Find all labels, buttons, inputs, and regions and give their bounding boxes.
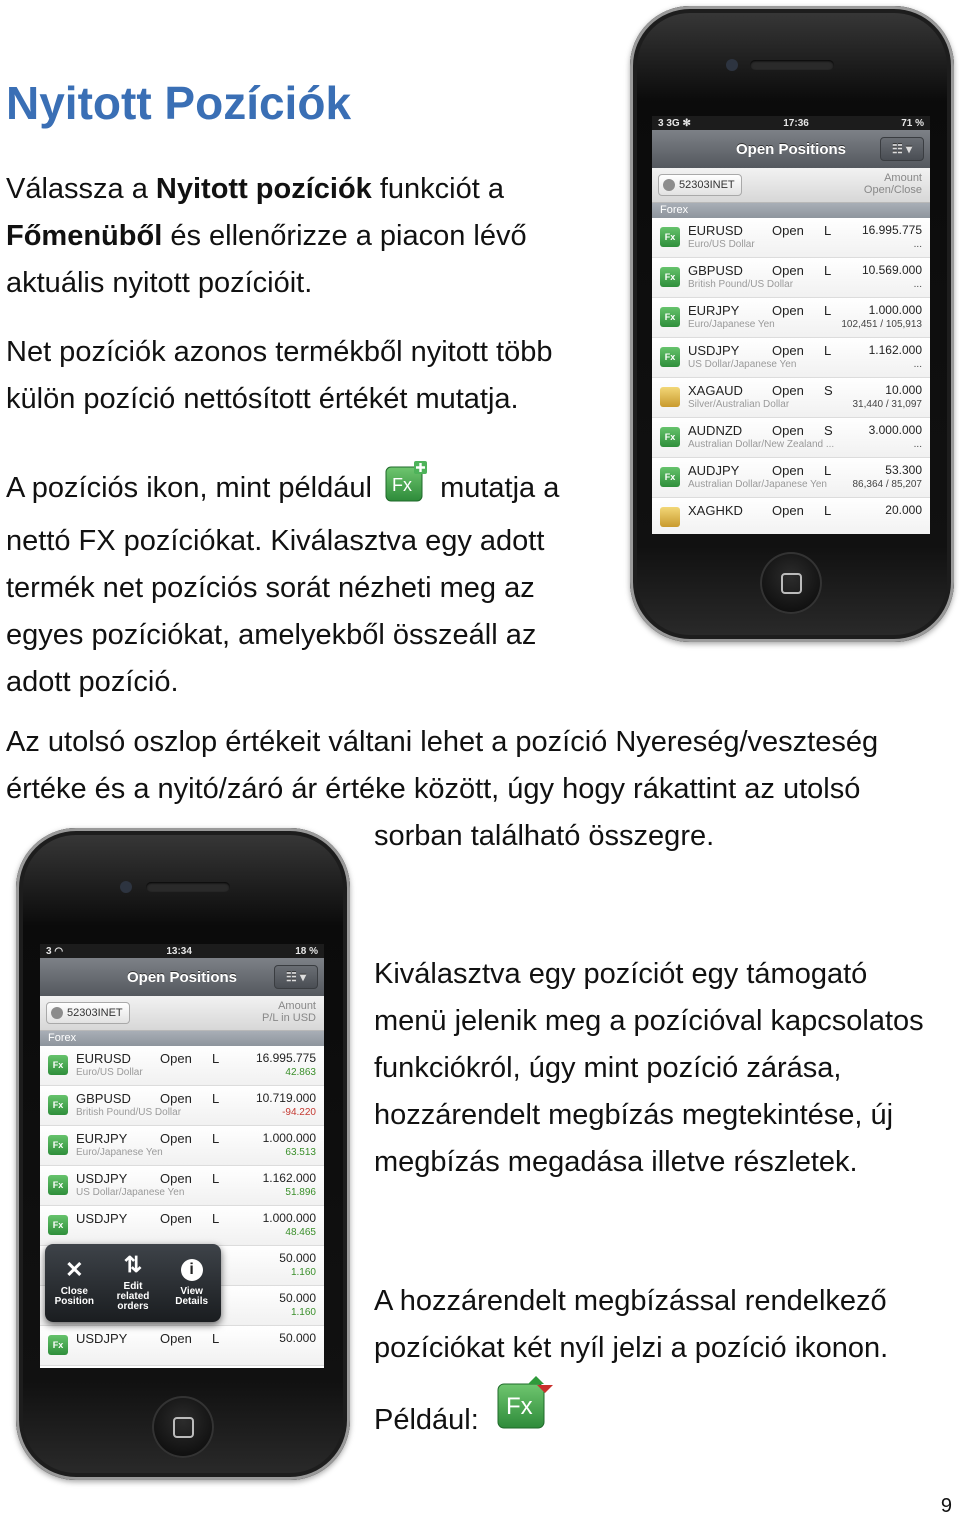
text: menü jelenik meg a pozícióval kapcsolatos [374, 1005, 924, 1037]
signal-strength: 3 [658, 117, 664, 129]
symbol: USDJPY [688, 343, 740, 358]
text: hozzárendelt megbízás megtekintése, új [374, 1099, 894, 1131]
instrument-description: British Pound/US Dollar [688, 279, 794, 290]
account-id: 52303INET [679, 179, 735, 191]
text: termék net pozíciós sorát nézheti meg az [6, 572, 535, 604]
sub-value[interactable]: 31,440 / 31,097 [852, 399, 922, 410]
sub-value[interactable]: -94.220 [282, 1107, 316, 1118]
amount: 1.000.000 [868, 303, 922, 317]
home-button[interactable] [152, 1396, 214, 1458]
fx-position-icon [660, 267, 680, 287]
position-row[interactable] [652, 258, 930, 298]
account-button[interactable] [46, 1002, 130, 1024]
fx-position-icon [48, 1215, 68, 1235]
intro-paragraph [6, 166, 527, 307]
arrows-icon: ⇅ [123, 1252, 143, 1277]
text: funkciót a [371, 173, 504, 205]
side: S [824, 383, 833, 398]
fx-icon-label: Fx [664, 472, 676, 482]
symbol: XAGAUD [688, 383, 743, 398]
fx-related-orders-icon [496, 1374, 556, 1437]
fx-icon-label: Fx [52, 1140, 64, 1150]
page-title: Nyitott Pozíciók [6, 77, 352, 129]
amount: 53.300 [885, 463, 922, 477]
status: Open [772, 423, 804, 438]
instrument-description: Silver/Australian Dollar [688, 399, 790, 410]
side: L [212, 1091, 220, 1106]
amount: 50.000 [279, 1331, 316, 1345]
fx-icon-label: Fx [52, 1180, 64, 1190]
fx-icon-label: Fx [52, 1100, 64, 1110]
amount: 10.719.000 [255, 1091, 316, 1105]
person-icon [51, 1007, 63, 1019]
instrument-description: Australian Dollar/New Zealand ... [688, 439, 835, 450]
sub-value[interactable]: 1.160 [290, 1267, 316, 1278]
account-button[interactable] [658, 174, 742, 196]
side: L [212, 1331, 220, 1346]
text: nettó FX pozíciókat. Kiválasztva egy adott [6, 525, 545, 557]
fx-icon-label: Fx [664, 232, 676, 242]
position-row[interactable] [652, 498, 930, 534]
sub-value[interactable]: ... [913, 279, 922, 290]
fx-position-icon [660, 467, 680, 487]
amount: 16.995.775 [861, 223, 922, 237]
front-camera [726, 59, 738, 71]
battery-level: 71 % [901, 117, 924, 129]
status: Open [772, 223, 804, 238]
position-row[interactable] [652, 298, 930, 338]
text: Az utolsó oszlop értékeit váltani lehet a pozíció Nyereség/veszteség [6, 726, 879, 758]
instrument-description: Australian Dollar/Japanese Yen [688, 479, 827, 490]
status: Open [160, 1211, 192, 1226]
col-header-sub: P/L in USD [261, 1012, 316, 1024]
symbol: EURJPY [76, 1131, 128, 1146]
position-row[interactable] [652, 338, 930, 378]
sub-value[interactable]: 48.465 [285, 1227, 316, 1238]
metal-position-icon [660, 507, 680, 527]
status: Open [772, 263, 804, 278]
fx-position-icon [48, 1335, 68, 1355]
position-row[interactable] [40, 1126, 324, 1166]
instrument-description: Euro/Japanese Yen [76, 1147, 163, 1158]
positions-list [652, 218, 930, 534]
text: értéke és a nyitó/záró ár értéke között, úgy hogy rákattint az utolsó [6, 773, 861, 805]
status: Open [772, 463, 804, 478]
text: A pozíciós ikon, mint például [6, 472, 372, 504]
amount: 20.000 [885, 503, 922, 517]
column-toggle-header[interactable] [262, 1000, 316, 1024]
fx-icon-label: Fx [664, 312, 676, 322]
carrier: 3G [666, 117, 680, 129]
side: L [824, 503, 832, 518]
symbol: AUDJPY [688, 463, 740, 478]
loading-icon: ✻ [682, 117, 691, 129]
action-label: Edit related orders [116, 1281, 150, 1312]
col-header-amount: Amount [884, 172, 922, 184]
fx-icon-label: Fx [664, 272, 676, 282]
amount: 1.162.000 [262, 1171, 316, 1185]
amount: 1.000.000 [262, 1211, 316, 1225]
amount: 50.000 [279, 1251, 316, 1265]
position-row[interactable] [40, 1046, 324, 1086]
example-label: Például: [374, 1404, 479, 1436]
text: egyes pozíciókat, amelyekből összeáll az [6, 619, 537, 651]
status: Open [772, 503, 804, 518]
info-icon: i [181, 1259, 203, 1281]
fx-icon-label: Fx [392, 475, 412, 495]
menu-button[interactable] [274, 965, 318, 989]
instrument-description: Euro/Japanese Yen [688, 319, 775, 330]
bold-term: Főmenüből [6, 220, 163, 252]
text: pozíciókat két nyíl jelzi a pozíció ikonon. [374, 1332, 889, 1364]
text: A hozzárendelt megbízással rendelkező [374, 1285, 887, 1317]
sub-value[interactable]: 51.896 [285, 1187, 316, 1198]
text: aktuális nyitott pozícióit. [6, 267, 313, 299]
fx-icon-label: Fx [52, 1340, 64, 1350]
symbol: USDJPY [76, 1331, 128, 1346]
icon-paragraph [6, 461, 559, 706]
wifi-icon: ◠ [54, 945, 64, 957]
instrument-description: Euro/US Dollar [688, 239, 755, 250]
fx-icon-label: Fx [52, 1220, 64, 1230]
action-label: View Details [175, 1286, 209, 1307]
related-orders-paragraph [374, 1278, 888, 1372]
side: L [212, 1211, 220, 1226]
view-details-action[interactable] [166, 1259, 218, 1307]
position-action-menu [45, 1244, 221, 1322]
grid-icon: ☷ ▾ [285, 970, 307, 984]
position-row[interactable] [40, 1326, 324, 1366]
account-bar [40, 996, 324, 1031]
status-bar [40, 944, 324, 958]
bold-term: Nyitott pozíciók [155, 173, 372, 205]
net-positions-paragraph [6, 329, 552, 423]
fx-position-icon [660, 427, 680, 447]
side: L [824, 223, 832, 238]
symbol: GBPUSD [76, 1091, 131, 1106]
fx-icon-label: Fx [664, 432, 676, 442]
instrument-description: US Dollar/Japanese Yen [76, 1187, 185, 1198]
position-row[interactable] [652, 378, 930, 418]
status: Open [160, 1091, 192, 1106]
position-row[interactable] [652, 218, 930, 258]
text: Válassza a [6, 173, 156, 205]
amount: 1.162.000 [868, 343, 922, 357]
symbol: GBPUSD [688, 263, 743, 278]
menu-button[interactable] [880, 137, 924, 161]
text: mutatja a [440, 472, 560, 504]
fx-position-icon [48, 1095, 68, 1115]
close-position-action[interactable] [48, 1259, 100, 1307]
status-bar [652, 116, 930, 130]
action-label: Close Position [54, 1286, 95, 1307]
grid-icon: ☷ ▾ [891, 142, 913, 156]
status: Open [160, 1051, 192, 1066]
amount: 16.995.775 [255, 1051, 316, 1065]
nav-bar [652, 130, 930, 168]
fx-position-icon [660, 347, 680, 367]
fx-icon-label: Fx [664, 352, 676, 362]
fx-position-icon [660, 227, 680, 247]
fx-position-icon [48, 1175, 68, 1195]
sub-value[interactable]: ... [913, 359, 922, 370]
app-screen [40, 944, 324, 1368]
text: külön pozíció nettósított értékét mutatja. [6, 383, 519, 415]
sub-value[interactable]: 42.863 [285, 1067, 316, 1078]
text: megbízás megadása illetve részletek. [374, 1146, 858, 1178]
instrument-description: US Dollar/Japanese Yen [688, 359, 797, 370]
status: Open [160, 1171, 192, 1186]
text: és ellenőrizze a piacon lévő [162, 220, 527, 252]
clock: 17:36 [783, 117, 809, 129]
symbol: USDJPY [76, 1171, 128, 1186]
side: L [824, 303, 832, 318]
person-icon [663, 179, 675, 191]
side: L [824, 263, 832, 278]
col-header-amount: Amount [278, 1000, 316, 1012]
home-button[interactable] [760, 552, 822, 614]
side: L [212, 1051, 220, 1066]
fx-position-icon [48, 1055, 68, 1075]
side: S [824, 423, 833, 438]
status: Open [772, 303, 804, 318]
text: funkciókról, úgy mint pozíció zárása, [374, 1052, 842, 1084]
fx-icon-label: Fx [52, 1060, 64, 1070]
nav-title: Open Positions [735, 140, 846, 158]
carrier: 3 [46, 945, 52, 957]
fx-position-icon [660, 307, 680, 327]
metal-position-icon [660, 387, 680, 407]
nav-bar [40, 958, 324, 996]
symbol: AUDNZD [688, 423, 743, 438]
position-row[interactable] [40, 1166, 324, 1206]
sub-value[interactable]: ... [913, 239, 922, 250]
support-menu-paragraph [374, 951, 924, 1186]
position-row[interactable] [652, 458, 930, 498]
fx-icon-label: Fx [506, 1393, 533, 1420]
instrument-description: British Pound/US Dollar [76, 1107, 182, 1118]
iphone-frame-top [630, 6, 954, 642]
sub-value[interactable]: 102,451 / 105,913 [841, 319, 922, 330]
sub-value[interactable]: 1.160 [290, 1307, 316, 1318]
close-icon: ✕ [65, 1257, 84, 1282]
text: Net pozíciók azonos termékből nyitott több [6, 336, 553, 368]
symbol: EURJPY [688, 303, 740, 318]
battery-level: 18 % [295, 945, 318, 957]
app-screen [652, 116, 930, 534]
section-header: Forex [40, 1031, 324, 1046]
iphone-frame-bottom [16, 828, 350, 1480]
status: Open [772, 383, 804, 398]
speaker-grille [750, 60, 834, 70]
edit-related-orders-action[interactable] [107, 1254, 159, 1312]
speaker-grille [146, 882, 230, 892]
symbol: EURUSD [688, 223, 743, 238]
amount: 50.000 [279, 1291, 316, 1305]
amount: 3.000.000 [868, 423, 922, 437]
text: adott pozíció. [6, 666, 179, 698]
fx-position-icon [384, 461, 428, 518]
amount: 10.569.000 [861, 263, 922, 277]
clock: 13:34 [166, 945, 192, 957]
status: Open [772, 343, 804, 358]
account-id: 52303INET [67, 1007, 123, 1019]
text: Kiválasztva egy pozíciót egy támogató [374, 958, 868, 990]
page-number: 9 [940, 1495, 952, 1517]
status: Open [160, 1331, 192, 1346]
side: L [212, 1171, 220, 1186]
front-camera [120, 881, 132, 893]
position-row[interactable] [40, 1206, 324, 1246]
text: sorban található összegre. [374, 820, 715, 852]
instrument-description: Euro/US Dollar [76, 1067, 143, 1078]
sub-value[interactable]: 63.513 [285, 1147, 316, 1158]
nav-title: Open Positions [126, 968, 237, 986]
fx-position-icon [48, 1135, 68, 1155]
sub-value[interactable]: 86,364 / 85,207 [852, 479, 922, 490]
sub-value[interactable]: ... [913, 439, 922, 450]
side: L [212, 1131, 220, 1146]
side: L [824, 463, 832, 478]
amount: 10.000 [885, 383, 922, 397]
section-header: Forex [652, 203, 930, 218]
position-row[interactable] [40, 1086, 324, 1126]
amount: 1.000.000 [262, 1131, 316, 1145]
column-toggle-header[interactable] [864, 172, 922, 196]
col-header-sub: Open/Close [863, 184, 922, 196]
side: L [824, 343, 832, 358]
position-row[interactable] [652, 418, 930, 458]
account-bar [652, 168, 930, 203]
status: Open [160, 1131, 192, 1146]
symbol: USDJPY [76, 1211, 128, 1226]
symbol: EURUSD [76, 1051, 131, 1066]
symbol: XAGHKD [688, 503, 743, 518]
